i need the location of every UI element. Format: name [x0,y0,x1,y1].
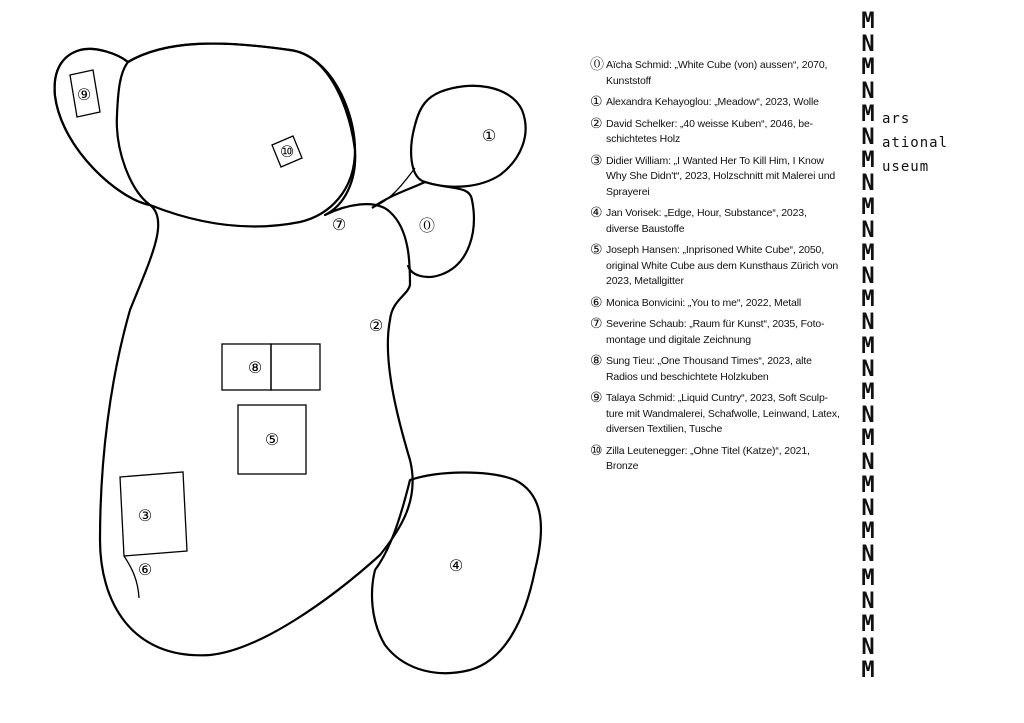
legend-text: Talaya Schmid: „Liquid Cuntry“, 2023, Soft Sculp-ture mit Wandmalerei, Schafwolle, Leinwand, Latex, diversen Textilien, Tusche [606,392,840,435]
legend-text: Sung Tieu: „One Thousand Times“, 2023, alte Radios und beschichtete Holzkuben [606,355,812,383]
stack-letter: N [861,310,875,336]
stack-letter: N [861,264,875,290]
legend-item-5 [590,243,842,290]
room-1-outline [411,86,525,187]
stack-letter: N [861,356,875,382]
stack-letter: M [861,101,875,127]
marker-8: ⑧ [247,358,263,377]
stack-letter: N [861,635,875,661]
legend-text: Zilla Leutenegger: „Ohne Titel (Katze)“, 2021, Bronze [606,444,810,472]
stack-letter: N [861,588,875,614]
legend-text: Severine Schaub: „Raum für Kunst“, 2035, Foto-montage und digitale Zeichnung [606,318,825,346]
legend-text: Alexandra Kehayoglou: „Meadow“, 2023, Wolle [606,96,819,108]
object-8-box-right [271,344,320,390]
legend-text: Jan Vorisek: „Edge, Hour, Substance“, 2023, diverse Baustoffe [606,207,807,235]
stack-letter: N [861,495,875,521]
stack-letter: M [861,519,875,545]
stack-letter: N [861,171,875,197]
legend-key: ⑦ [590,316,603,332]
legend-item-10 [590,444,842,475]
legend-key: ② [590,115,603,132]
legend-text: Monica Bonvicini: „You to me“, 2022, Metall [606,296,802,309]
object-3-box [120,472,187,556]
legend-item-7 [590,317,842,348]
legend-key: ③ [590,152,603,169]
room-9-outline [55,49,150,205]
legend-item-8 [590,354,842,385]
legend-text: Didier William: „I Wanted Her To Kill Him, I Know Why She Didn't“, 2023, Holzschnitt mit Malerei und Sprayerei [606,154,836,198]
legend-item-1 [590,95,842,111]
stack-letter: N [861,32,875,58]
legend-key: ⑤ [590,242,603,258]
marker-0: ⓪ [418,216,436,235]
stack-letter: M [861,333,875,359]
marker-9: ⑨ [76,85,92,104]
stack-letter: M [861,240,875,266]
legend-key: ⑩ [590,442,603,459]
brand-word-mars: ars [882,111,911,127]
legend-item-6 [590,296,842,312]
legend-item-2 [590,117,842,148]
object-6-line [124,556,139,598]
marker-7: ⑦ [331,215,347,234]
stack-letter: N [861,403,875,429]
legend-text: David Schelker: „40 weisse Kuben“, 2046, be-schichtetes Holz [606,117,814,145]
stack-letter: M [861,426,875,452]
legend-key: ⑨ [590,390,603,406]
legend-key: ① [590,94,603,110]
stack-letter: M [861,287,875,313]
marker-10: ⑩ [279,142,295,161]
stack-letter: M [861,658,875,684]
legend-key: ⓪ [590,57,604,73]
room-10-outline [117,44,355,227]
legend-text: Joseph Hansen: „Inprisoned White Cube“, 2050, original White Cube aus dem Kunsthaus Zürich von 2023, Metallgitter [606,244,839,287]
marker-4: ④ [448,556,464,575]
legend-text: Aïcha Schmid: „White Cube (von) aussen“, 2070, Kunststoff [606,59,828,87]
stack-letter: N [861,78,875,104]
marker-2: ② [368,316,384,335]
stack-letter: M [861,9,875,34]
marker-5: ⑤ [264,430,280,449]
marker-1: ① [481,126,497,145]
stack-letter: M [861,55,875,81]
stack-letter: M [861,611,875,637]
legend-item-0 [590,58,842,89]
stack-letter: M [861,380,875,405]
legend-key: ⑧ [590,353,603,369]
stack-letter: N [861,217,875,243]
marker-6: ⑥ [137,560,153,579]
brand-word-museum: useum [882,159,930,175]
stack-letter: N [861,449,875,475]
marker-3: ③ [137,506,153,525]
legend-key: ④ [590,205,603,221]
stack-letter: M [861,472,875,498]
legend-key: ⑥ [590,294,603,311]
object-8-box-left [222,344,271,390]
stack-letter: M [861,148,875,174]
artwork-legend [590,58,842,481]
mnm-letter-stack [857,10,879,682]
stack-letter: N [861,542,875,568]
legend-item-3 [590,154,842,201]
stack-letter: M [861,565,875,591]
stack-letter: M [861,194,875,220]
stack-letter: N [861,124,875,150]
legend-item-9 [590,391,842,438]
legend-item-4 [590,206,842,237]
main-room-outline [55,44,413,656]
brand-word-national: ational [882,135,949,151]
